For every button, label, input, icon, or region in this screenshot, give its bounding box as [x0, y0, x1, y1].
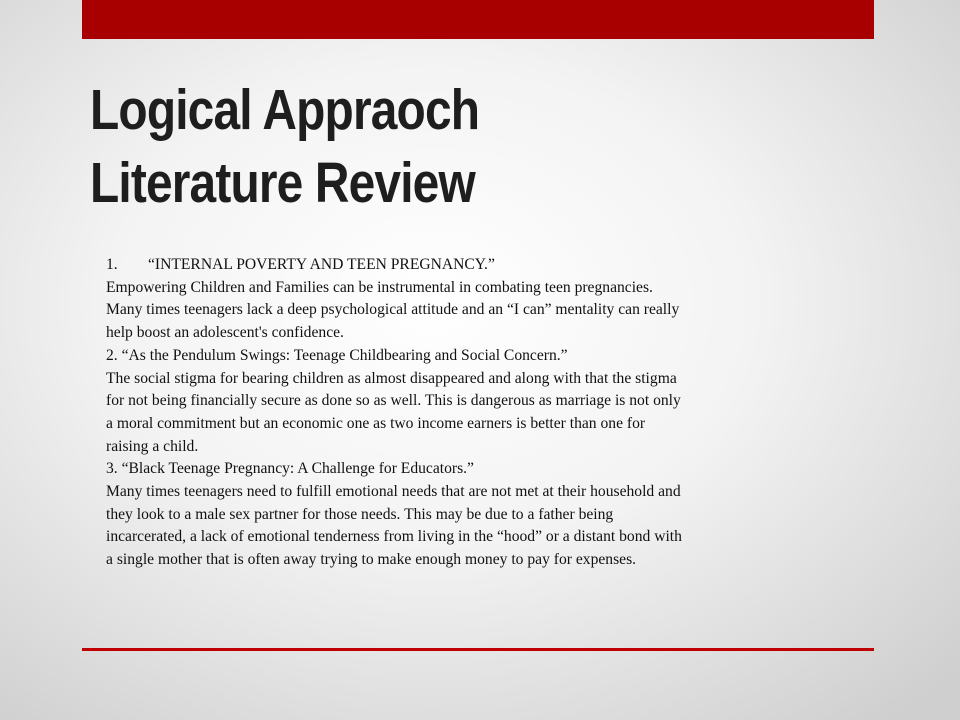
- item-1-line: help boost an adolescent's confidence.: [106, 324, 344, 342]
- item-3-line: Many times teenagers need to fulfill emotional needs that are not met at their household and: [106, 483, 681, 501]
- item-3-line: a single mother that is often away trying to make enough money to pay for expenses.: [106, 551, 637, 569]
- item-2-line: The social stigma for bearing children as almost disappeared and along with that the stigma: [106, 369, 677, 387]
- item-1-number: 1.: [106, 256, 118, 273]
- item-1-heading: [106, 254, 806, 277]
- item-1-line: Empowering Children and Families can be instrumental in combating teen pregnancies.: [106, 278, 653, 296]
- item-2-line: raising a child.: [106, 437, 199, 455]
- slide-body: [106, 254, 806, 572]
- item-1-line: Many times teenagers lack a deep psychological attitude and an “I can” mentality can really: [106, 301, 680, 319]
- item-3-line: they look to a male sex partner for those needs. This may be due to a father being: [106, 505, 614, 523]
- bottom-accent-rule: [82, 648, 874, 651]
- item-2-line: for not being financially secure as done so as well. This is dangerous as marriage is not only: [106, 392, 681, 410]
- item-3-heading: 3. “Black Teenage Pregnancy: A Challenge for Educators.”: [106, 460, 474, 478]
- slide-title: [90, 74, 728, 220]
- title-line-2: Literature Review: [90, 151, 475, 215]
- item-2-line: a moral commitment but an economic one as two income earners is better than one for: [106, 414, 646, 432]
- item-2-heading: 2. “As the Pendulum Swings: Teenage Childbearing and Social Concern.”: [106, 346, 568, 364]
- item-3-line: incarcerated, a lack of emotional tenderness from living in the “hood” or a distant bond with: [106, 528, 682, 546]
- title-line-1: Logical Appraoch: [90, 78, 480, 142]
- top-accent-bar: [82, 0, 874, 39]
- item-1-title: “INTERNAL POVERTY AND TEEN PREGNANCY.”: [148, 256, 495, 273]
